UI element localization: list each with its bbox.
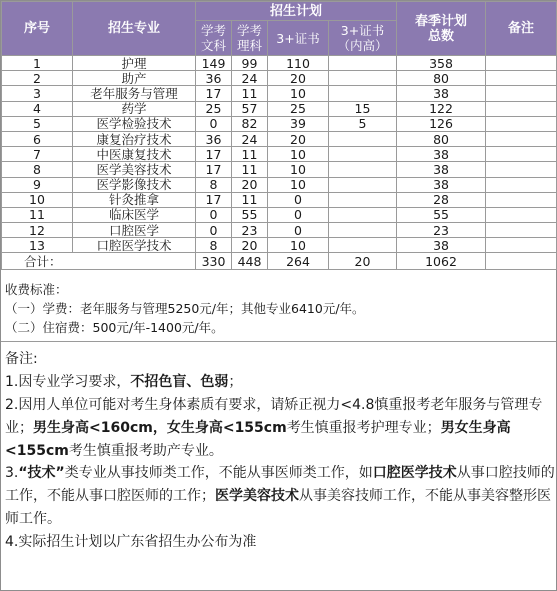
cell-remarks [486,223,557,238]
cell-like: 11 [232,162,268,177]
cell-like: 82 [232,116,268,131]
cell-wenke: 0 [196,223,232,238]
cell-remarks [486,101,557,116]
notes-title: 备注: [5,351,38,368]
enrollment-plan-table [1,1,557,270]
total-wenke: 330 [196,253,232,270]
cell-major: 老年服务与管理 [73,86,196,101]
cell-major: 口腔医学 [73,223,196,238]
total-remarks [486,253,557,270]
header-spring-total: 春季计划 总数 [397,2,486,56]
table-row [2,147,557,162]
cell-wenke: 36 [196,71,232,86]
cell-3-cert-inner [329,192,397,207]
cell-major: 医学美容技术 [73,162,196,177]
cell-spring-total: 122 [397,101,486,116]
cell-like: 24 [232,71,268,86]
cell-index: 8 [2,162,73,177]
cell-3-cert-inner [329,56,397,71]
cell-spring-total: 38 [397,238,486,253]
cell-3-cert: 39 [268,116,329,131]
cell-3-cert: 0 [268,192,329,207]
header-remarks: 备注 [486,2,557,56]
cell-like: 11 [232,192,268,207]
cell-wenke: 8 [196,238,232,253]
cell-3-cert: 10 [268,86,329,101]
table-row [2,207,557,222]
fee-lodging: （二）住宿费：500元/年-1400元/年。 [5,320,224,336]
cell-spring-total: 38 [397,177,486,192]
cell-index: 4 [2,101,73,116]
total-label: 合计： [2,253,196,270]
cell-index: 7 [2,147,73,162]
cell-like: 23 [232,223,268,238]
cell-major: 医学影像技术 [73,177,196,192]
cell-like: 24 [232,131,268,146]
header-index: 序号 [2,2,73,56]
cell-wenke: 36 [196,131,232,146]
cell-remarks [486,116,557,131]
note-3: 3.“技术”类专业从事技师类工作，不能从事医师类工作，如口腔医学技术从事口腔技师的工作，不能从事口腔医师的工作；医学美容技术从事美容技师工作，不能从事美容整形医师工作。 [5,465,555,528]
cell-3-cert-inner [329,223,397,238]
table-row [2,71,557,86]
cell-index: 9 [2,177,73,192]
table-row [2,223,557,238]
header-like: 学考 理科 [232,21,268,56]
cell-index: 13 [2,238,73,253]
table-row [2,116,557,131]
cell-3-cert: 0 [268,207,329,222]
cell-remarks [486,147,557,162]
cell-major: 药学 [73,101,196,116]
cell-wenke: 25 [196,101,232,116]
table-row [2,177,557,192]
cell-3-cert-inner [329,86,397,101]
total-spring: 1062 [397,253,486,270]
cell-3-cert: 10 [268,147,329,162]
cell-spring-total: 38 [397,147,486,162]
cell-major: 针灸推拿 [73,192,196,207]
cell-remarks [486,177,557,192]
notes-section [1,342,556,555]
note-4: 4.实际招生计划以广东省招生办公布为准 [5,533,257,550]
table-row [2,238,557,253]
cell-wenke: 17 [196,162,232,177]
cell-remarks [486,162,557,177]
cell-major: 康复治疗技术 [73,131,196,146]
cell-remarks [486,71,557,86]
cell-remarks [486,207,557,222]
cell-3-cert-inner [329,162,397,177]
cell-wenke: 17 [196,86,232,101]
cell-major: 口腔医学技术 [73,238,196,253]
cell-like: 20 [232,238,268,253]
cell-major: 护理 [73,56,196,71]
table-row [2,192,557,207]
cell-major: 医学检验技术 [73,116,196,131]
cell-spring-total: 126 [397,116,486,131]
table-row [2,162,557,177]
note-2: 2.因用人单位可能对考生身体素质有要求，请矫正视力<4.8慎重报考老年服务与管理专业；男生身高<160cm，女生身高<155cm考生慎重报考护理专业；男女生身高<155cm考生慎重报考助产专业。 [5,397,543,459]
cell-index: 10 [2,192,73,207]
cell-like: 11 [232,147,268,162]
fee-tuition: （一）学费：老年服务与管理5250元/年；其他专业6410元/年。 [5,301,365,317]
total-row [2,253,557,270]
fee-title: 收费标准： [5,282,68,298]
cell-spring-total: 80 [397,131,486,146]
cell-wenke: 8 [196,177,232,192]
cell-spring-total: 55 [397,207,486,222]
cell-spring-total: 23 [397,223,486,238]
cell-3-cert-inner: 5 [329,116,397,131]
cell-3-cert-inner [329,131,397,146]
cell-3-cert: 20 [268,71,329,86]
table-row [2,101,557,116]
table-row [2,131,557,146]
header-plan-group: 招生计划 [196,2,397,21]
cell-3-cert-inner [329,207,397,222]
cell-remarks [486,131,557,146]
cell-wenke: 0 [196,116,232,131]
cell-3-cert: 0 [268,223,329,238]
cell-wenke: 17 [196,192,232,207]
cell-index: 3 [2,86,73,101]
table-row [2,56,557,71]
cell-spring-total: 38 [397,86,486,101]
table-header-row [2,2,557,21]
cell-index: 12 [2,223,73,238]
note-1: 1.因专业学习要求，不招色盲、色弱； [5,374,243,391]
cell-like: 11 [232,86,268,101]
cell-remarks [486,56,557,71]
cell-3-cert: 20 [268,131,329,146]
cell-remarks [486,238,557,253]
header-major: 招生专业 [73,2,196,56]
cell-index: 6 [2,131,73,146]
total-3-cert-inner: 20 [329,253,397,270]
cell-index: 2 [2,71,73,86]
cell-like: 99 [232,56,268,71]
cell-3-cert: 10 [268,162,329,177]
cell-major: 中医康复技术 [73,147,196,162]
cell-3-cert-inner: 15 [329,101,397,116]
cell-3-cert: 10 [268,177,329,192]
header-3-cert: 3+证书 [268,21,329,56]
cell-3-cert: 10 [268,238,329,253]
cell-spring-total: 80 [397,71,486,86]
cell-3-cert-inner [329,238,397,253]
cell-index: 11 [2,207,73,222]
cell-remarks [486,192,557,207]
cell-like: 20 [232,177,268,192]
cell-wenke: 0 [196,207,232,222]
cell-spring-total: 38 [397,162,486,177]
cell-like: 55 [232,207,268,222]
cell-spring-total: 358 [397,56,486,71]
cell-spring-total: 28 [397,192,486,207]
header-wenke: 学考 文科 [196,21,232,56]
cell-3-cert-inner [329,177,397,192]
total-like: 448 [232,253,268,270]
cell-3-cert-inner [329,71,397,86]
cell-wenke: 17 [196,147,232,162]
cell-like: 57 [232,101,268,116]
fee-standard-section [1,270,556,342]
total-3-cert: 264 [268,253,329,270]
cell-wenke: 149 [196,56,232,71]
cell-major: 临床医学 [73,207,196,222]
cell-3-cert-inner [329,147,397,162]
header-3-cert-inner: 3+证书 （内高） [329,21,397,56]
cell-index: 1 [2,56,73,71]
cell-3-cert: 25 [268,101,329,116]
cell-index: 5 [2,116,73,131]
cell-major: 助产 [73,71,196,86]
table-row [2,86,557,101]
cell-3-cert: 110 [268,56,329,71]
cell-remarks [486,86,557,101]
table-body [2,56,557,253]
